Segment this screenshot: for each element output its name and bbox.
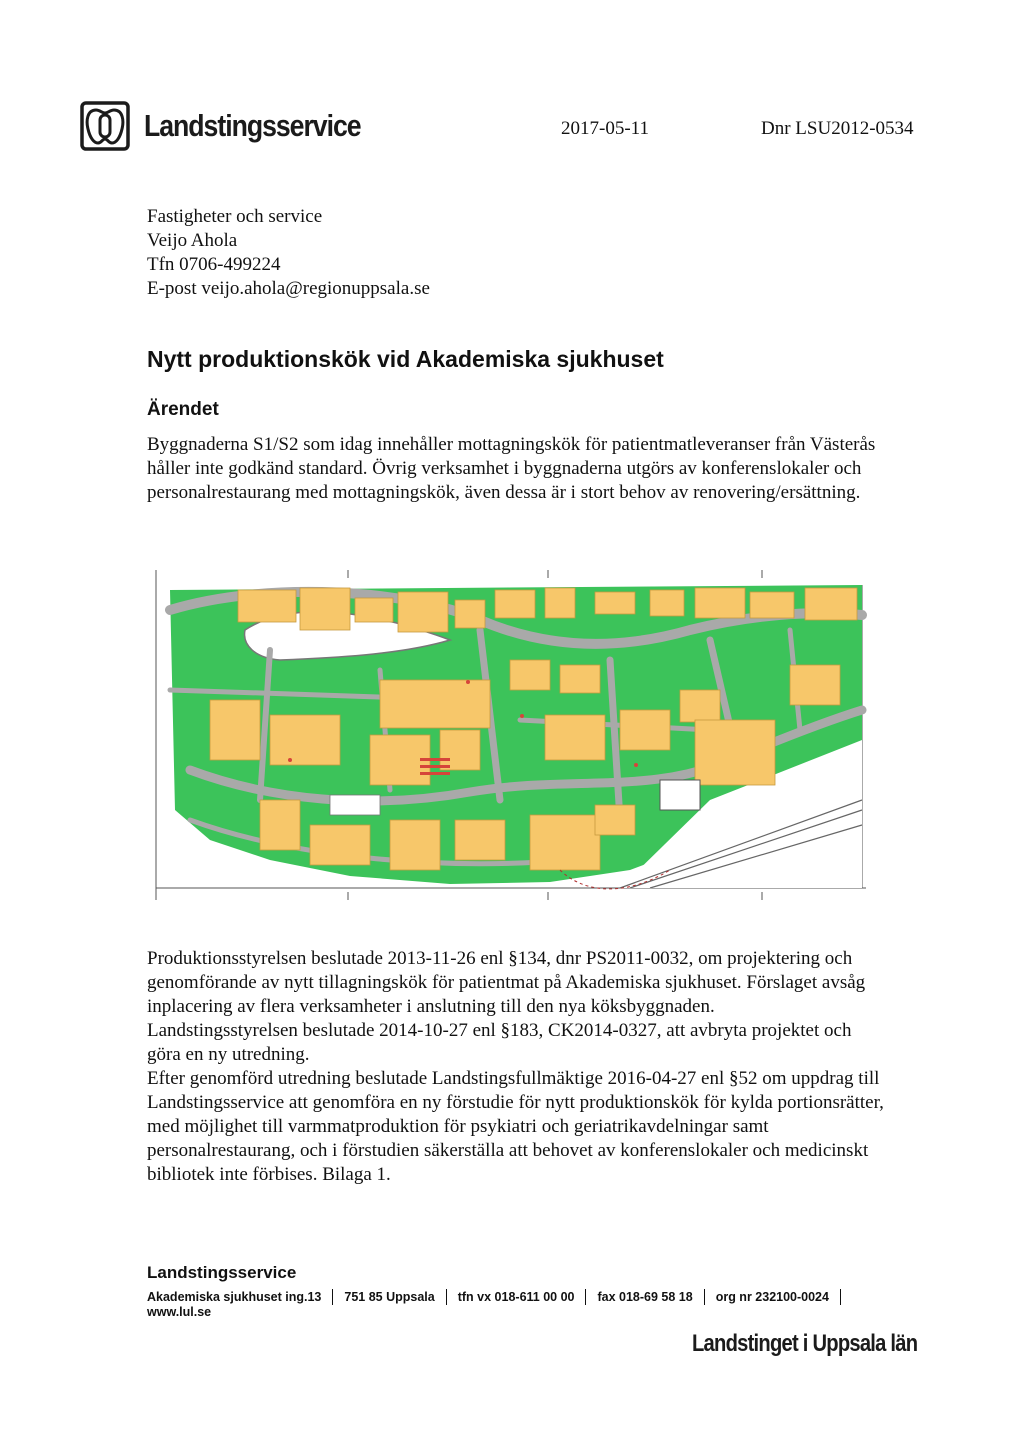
decision-paragraph: Produktionsstyrelsen beslutade 2013-11-26 enl §134, dnr PS2011-0032, om projektering och genomförande av nytt tillagningskök för patientmat på Akademiska sjukhuset. Förslaget avsåg inplacering av flera verksamheter i anslutning till den nya köksbyggnaden.: [147, 948, 866, 1017]
decision-history: [147, 947, 887, 1187]
site-map: [150, 570, 880, 900]
section-paragraph: Byggnaderna S1/S2 som idag innehåller mottagningskök för patientmatleveranser från Västerås håller inte godkänd standard. Övrig verksamhet i byggnaderna utgörs av konferenslokaler och personalrestaurang med mottagningskök, även dessa är i stort behov av renovering/ersättning.: [147, 434, 876, 503]
section-heading: Ärendet: [147, 399, 219, 420]
logo-text: Landstingsservice: [144, 108, 361, 143]
sender-name: Veijo Ahola: [147, 230, 238, 251]
footer-contact-line: [147, 1289, 852, 1305]
page-title: Nytt produktionskök vid Akademiska sjukhuset: [147, 346, 664, 372]
decision-paragraph: Efter genomförd utredning beslutade Landstingsfullmäktige 2016-04-27 enl §52 om uppdrag till Landstingsservice att genomföra en ny förstudie för nytt produktionskök för kylda portionsrätter, med möjlighet till varmmatproduktion för psykiatri och geriatrikavdelningar samt personalrestaurang, och i förstudien säkerställa att behovet av konferenslokaler och medicinskt bibliotek inte förbises. Bilaga 1.: [147, 1068, 884, 1185]
footer-separator: [446, 1289, 447, 1305]
footer-separator: [840, 1289, 841, 1305]
decision-paragraph: Landstingsstyrelsen beslutade 2014-10-27 enl §183, CK2014-0327, att avbryta projektet och göra en ny utredning.: [147, 1020, 852, 1065]
logo: [80, 100, 396, 152]
document-number: Dnr LSU2012-0534: [761, 118, 914, 139]
footer-city: 751 85 Uppsala: [344, 1290, 435, 1304]
footer-organization: Landstingsservice: [147, 1263, 297, 1282]
sender-block: [147, 205, 430, 301]
footer-brand-logo: Landstinget i Uppsala län: [692, 1330, 918, 1357]
footer-separator: [704, 1289, 705, 1305]
logo-mark-icon: [80, 101, 130, 151]
sender-email: E-post veijo.ahola@regionuppsala.se: [147, 278, 430, 299]
footer-phone: tfn vx 018-611 00 00: [457, 1290, 575, 1304]
document-date: 2017-05-11: [561, 118, 649, 139]
footer-separator: [585, 1289, 586, 1305]
footer-orgnr: org nr 232100-0024: [715, 1290, 829, 1304]
sender-phone: Tfn 0706-499224: [147, 254, 281, 275]
footer-fax: fax 018-69 58 18: [597, 1290, 693, 1304]
footer-address: Akademiska sjukhuset ing.13: [147, 1290, 322, 1304]
sender-department: Fastigheter och service: [147, 206, 323, 227]
footer-separator: [332, 1289, 333, 1305]
footer-website-link[interactable]: www.lul.se: [147, 1305, 212, 1319]
